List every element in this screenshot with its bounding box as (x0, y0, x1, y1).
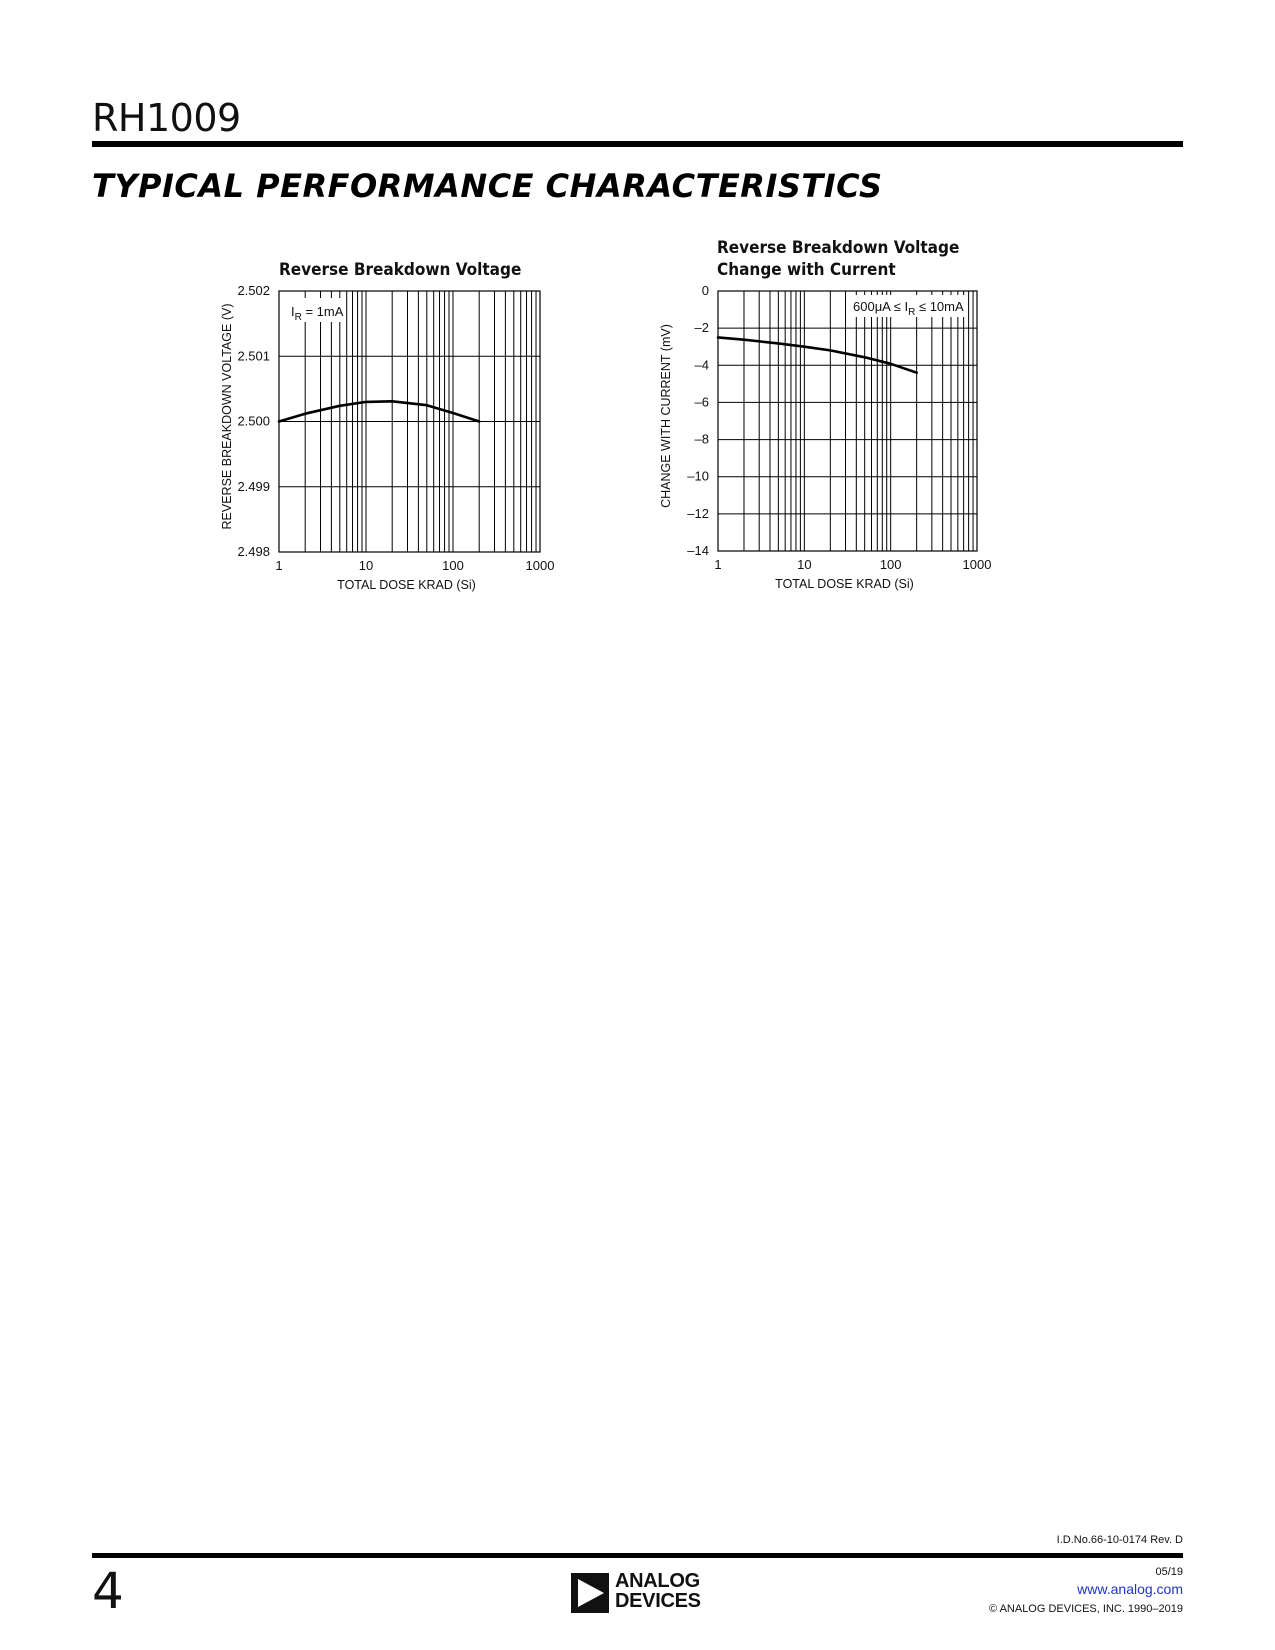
annotation-prefix: I (291, 304, 295, 319)
annotation-subscript: R (294, 312, 302, 323)
x-tick-label: 10 (797, 557, 812, 572)
analog-devices-logo (571, 1570, 721, 1617)
y-tick-label: 2.501 (237, 348, 270, 364)
y-axis-label: REVERSE BREAKDOWN VOLTAGE (V) (220, 303, 234, 530)
y-tick-label: 2.500 (237, 413, 270, 429)
annotation-suffix: = 1mA (301, 304, 344, 319)
x-axis-label: TOTAL DOSE KRAD (Si) (775, 577, 914, 591)
annotation-suffix: ≤ 10mA (915, 299, 964, 314)
y-tick-label: –6 (694, 394, 709, 410)
section-title: TYPICAL PERFORMANCE CHARACTERISTICS (92, 167, 883, 205)
y-tick-label: –2 (694, 320, 709, 336)
logo-line-1: ANALOG (615, 1570, 700, 1592)
logo-line-2: DEVICES (615, 1590, 701, 1612)
plot-frame (718, 291, 977, 551)
annotation-subscript: R (908, 307, 916, 318)
chart-title-line: Change with Current (717, 260, 896, 280)
page-number: 4 (92, 1562, 124, 1620)
website-link[interactable]: www.analog.com (1077, 1581, 1183, 1597)
footer-rule (92, 1553, 1183, 1558)
annotation-prefix: 600μA ≤ I (853, 299, 909, 314)
x-tick-label: 1000 (962, 557, 992, 572)
part-number: RH1009 (92, 96, 241, 140)
chart-title-line: Reverse Breakdown Voltage (279, 260, 522, 280)
y-tick-label: 2.502 (237, 283, 270, 298)
document-id: I.D.No.66-10-0174 Rev. D (1056, 1534, 1183, 1546)
y-tick-label: –12 (687, 505, 709, 521)
y-tick-label: –14 (687, 543, 709, 558)
x-tick-label: 100 (879, 557, 902, 572)
chart-title-line: Reverse Breakdown Voltage (717, 238, 960, 258)
logo-triangle-icon (571, 1573, 609, 1613)
x-tick-label: 100 (442, 558, 464, 573)
y-tick-label: –4 (694, 357, 709, 373)
x-tick-label: 1000 (525, 558, 555, 573)
y-axis-label: CHANGE WITH CURRENT (mV) (659, 324, 673, 508)
y-tick-label: –10 (687, 468, 709, 484)
y-tick-label: 2.498 (237, 544, 270, 559)
x-tick-label: 1 (714, 557, 722, 572)
x-axis-label: TOTAL DOSE KRAD (Si) (337, 578, 476, 592)
y-tick-label: –8 (694, 431, 709, 447)
y-tick-label: 2.499 (237, 478, 270, 494)
chart-change-with-current (0, 0, 1275, 700)
grid (718, 291, 977, 551)
x-tick-label: 10 (358, 558, 374, 573)
y-tick-label: 0 (701, 283, 709, 298)
x-tick-label: 1 (275, 558, 283, 573)
revision-date: 05/19 (1155, 1566, 1183, 1578)
logo-wordmark (615, 1571, 701, 1611)
copyright: © ANALOG DEVICES, INC. 1990–2019 (989, 1603, 1183, 1615)
